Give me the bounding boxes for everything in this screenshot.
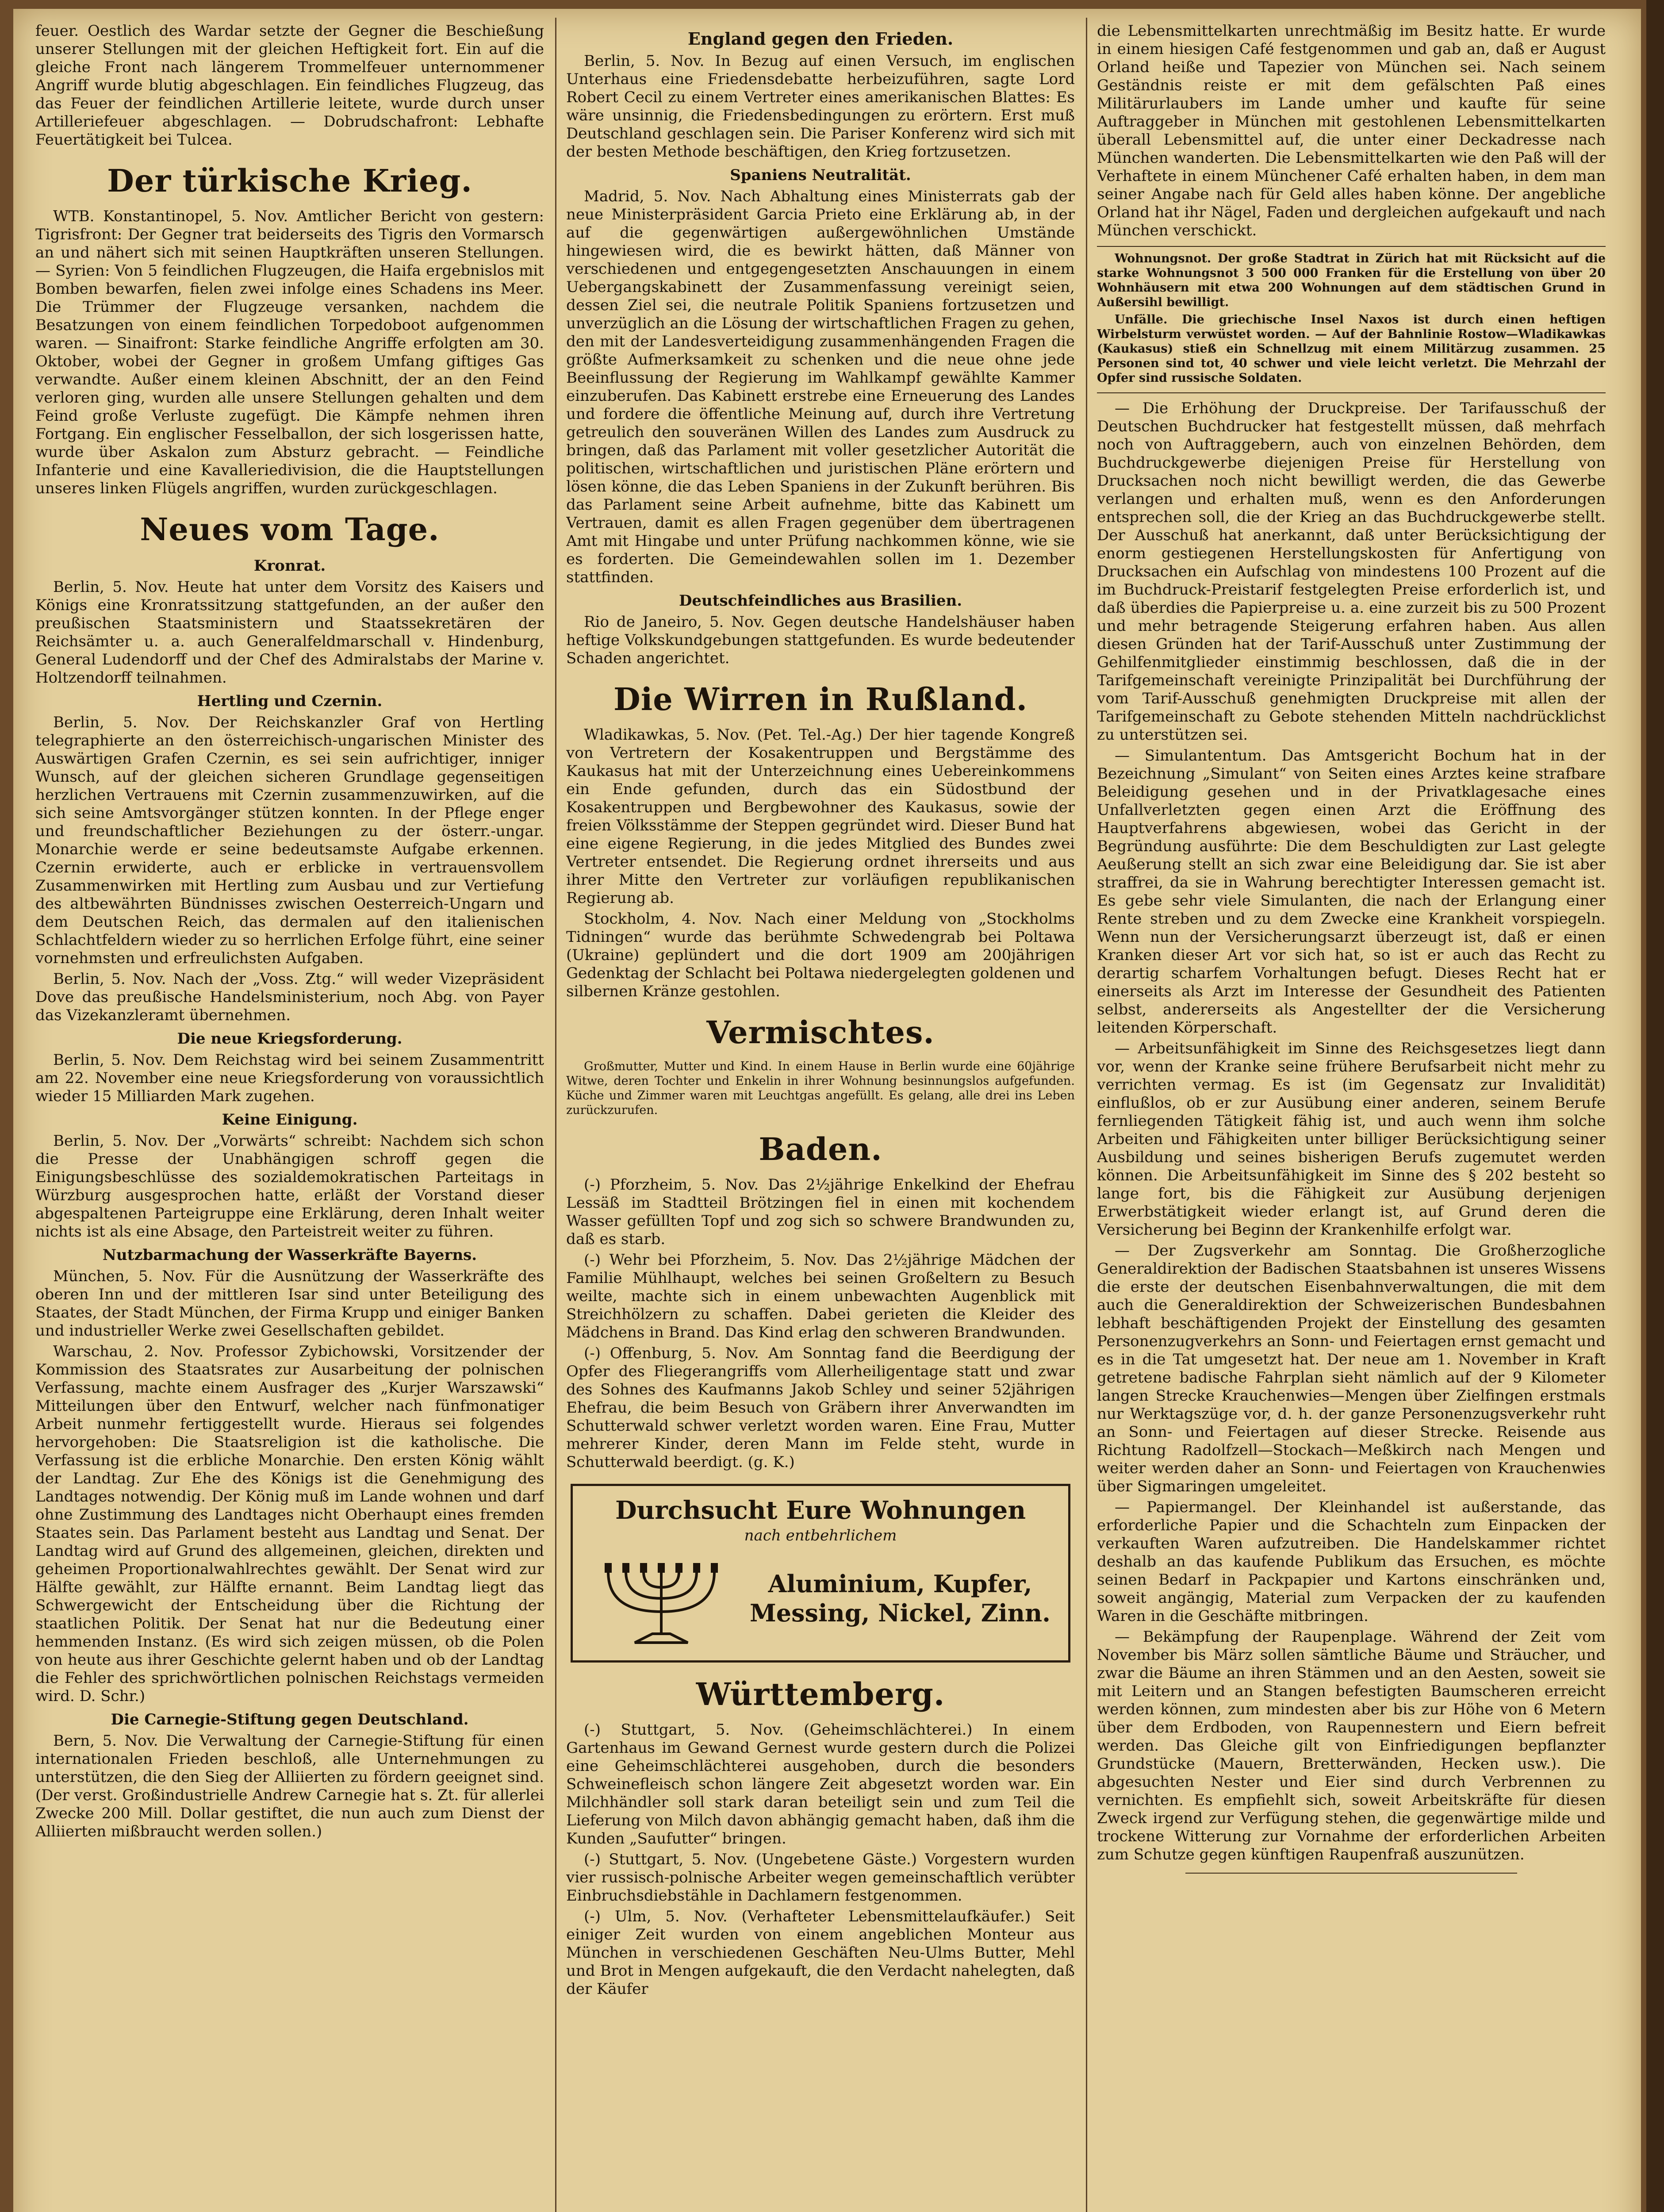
article-text: (-) Offenburg, 5. Nov. Am Sonntag fand die Beerdigung der Opfer des Fliegerangriffs vom Allerheiligentage statt und zwar des Sohnes des Kaufmanns Jakob Schley und seiner 52jährigen Ehefrau, die beim Besuch von Gräbern ihrer Anverwandten im Schutterwald schwer verletzt worden waren. Eine Frau, Mutter mehrerer Kinder, deren Mann im Felde steht, wurde in Schutterwald beerdigt. (g. K.) xyxy=(566,1344,1075,1471)
end-divider xyxy=(1185,1873,1517,1874)
article-text: München, 5. Nov. Für die Ausnützung der Wasserkräfte des oberen Inn und der mittleren Isar sind unter Beteiligung des Staates, der Stadt München, der Firma Krupp und einiger Banken und industrieller Werke zwei Gesellschaften gebildet. xyxy=(35,1267,544,1340)
news-box xyxy=(1097,246,1606,393)
article-heading: Keine Einigung. xyxy=(222,1111,358,1129)
section-heading: Württemberg. xyxy=(696,1676,945,1713)
column-rule xyxy=(1086,18,1087,2212)
article-text: (-) Pforzheim, 5. Nov. Das 2½jährige Enkelkind der Ehefrau Lessäß im Stadtteil Brötzingen fiel in einen mit kochendem Wasser gefüllten Topf und zog sich so schwere Brandwunden zu, daß es starb. xyxy=(566,1176,1075,1248)
candelabra-icon xyxy=(582,1545,741,1651)
article-heading: England gegen den Frieden. xyxy=(687,29,954,49)
article-text: (-) Stuttgart, 5. Nov. (Ungebetene Gäste.) Vorgestern wurden vier russisch-polnische Arbeiter wegen gemeinschaftlich verübter Einbruchsdiebstähle in Dachlamern festgenommen. xyxy=(566,1851,1075,1905)
article-text: Wohnungsnot. Der große Stadtrat in Zürich hat mit Rücksicht auf die starke Wohnungsnot 3 500 000 Franken für die Erstellung von über 20 Wohnhäusern mit etwa 200 Wohnungen auf dem städtischen Grund in Außersihl bewilligt. xyxy=(1097,252,1606,309)
newspaper-page xyxy=(13,9,1641,2212)
ad-metals-line: Messing, Nickel, Zinn. xyxy=(750,1599,1051,1627)
article-text: Bern, 5. Nov. Die Verwaltung der Carnegie-Stiftung für einen internationalen Frieden beschloß, alle Unternehmungen zu unterstützen, die den Sieg der Alliierten zu fördern geeignet sind. (Der verst. Großindustrielle Andrew Carnegie hat s. Zt. für allerlei Zwecke 200 Mill. Dollar gestiftet, die nun auch zum Dienst der Alliierten mißbraucht werden sollen.) xyxy=(35,1732,544,1840)
section-heading: Baden. xyxy=(759,1131,882,1167)
column-rule xyxy=(555,18,556,2212)
article-text: Berlin, 5. Nov. In Bezug auf einen Versuch, im englischen Unterhaus eine Friedensdebatte herbeizuführen, sagte Lord Robert Cecil zu einem Vertreter eines amerikanischen Blattes: Es wäre unsinnig, die Friedensbedingungen zu erörtern. Erst muß Deutschland geschlagen sein. Die Pariser Konferenz wird sich mit der besten Methode beschäftigen, den Krieg fortzusetzen. xyxy=(566,52,1075,161)
article-heading: Nutzbarmachung der Wasserkräfte Bayerns. xyxy=(102,1246,477,1264)
article-text: Unfälle. Die griechische Insel Naxos ist durch einen heftigen Wirbelsturm verwüstet worden. — Auf der Bahnlinie Rostow—Wladikawkas (Kaukasus) stieß ein Schnellzug mit einem Militärzug zusammen. 25 Personen sind tot, 40 schwer und viele leicht verletzt. Die Mehrzahl der Opfer sind russische Soldaten. xyxy=(1097,313,1606,385)
section-heading: Die Wirren in Rußland. xyxy=(613,681,1028,718)
article-heading: Die neue Kriegsforderung. xyxy=(177,1030,403,1048)
article-text: WTB. Konstantinopel, 5. Nov. Amtlicher Bericht von gestern: Tigrisfront: Der Gegner trat beiderseits des Tigris den Vormarsch an und nähert sich mit seinen Hauptkräften unseren Stellungen. — Syrien: Von 5 feindlichen Flugzeugen, die Haifa ergebnislos mit Bomben bewarfen, fielen zwei infolge eines Schadens ins Meer. Die Trümmer der Flugzeuge versanken, nachdem die Besatzungen von einem feindlichen Torpedoboot aufgenommen waren. — Sinaifront: Starke feindliche Angriffe erfolgten am 30. Oktober, wobei der Gegner in großem Umfang giftiges Gas verwandte. Außer einem kleinen Abschnitt, der an den Feind verloren ging, wurden alle unsere Stellungen gehalten und dem Feind große Verluste zugefügt. Die Kämpfe nehmen ihren Fortgang. Ein englischer Fesselballon, der sich losgerissen hatte, wurde über Askalon zum Absturz gebracht. — Feindliche Infanterie und eine Kavalleriedivision, die die Hauptstellungen unseres linken Flügels angriffen, wurden zurückgeschlagen. xyxy=(35,207,544,497)
column-1 xyxy=(35,22,544,2212)
ad-metals-line: Aluminium, Kupfer, xyxy=(768,1570,1032,1598)
section-heading: Der türkische Krieg. xyxy=(107,162,472,199)
article-text: Berlin, 5. Nov. Der „Vorwärts“ schreibt: Nachdem sich schon die Presse der Unabhängigen schroff gegen die Einigungsbeschlüsse des sozialdemokratischen Parteitags in Würzburg ausgesprochen hatte, erläßt der Vorstand dieser abgespaltenen Parteigruppe eine Erklärung, deren Inhalt weiter nichts ist als eine Absage, den Parteistreit weiter zu führen. xyxy=(35,1132,544,1240)
article-heading: Kronrat. xyxy=(253,557,326,575)
article-text: Berlin, 5. Nov. Heute hat unter dem Vorsitz des Kaisers und Königs eine Kronratssitzung stattgefunden, an der außer den preußischen Staatsministern und Staatssekretären der Reichsämter u. a. auch Generalfeldmarschall v. Hindenburg, General Ludendorff und der Chef des Admiralstabs der Marine v. Holtzendorff teilnahmen. xyxy=(35,578,544,687)
ad-headline: Durchsucht Eure Wohnungen xyxy=(615,1496,1026,1525)
article-text: — Die Erhöhung der Druckpreise. Der Tarifausschuß der Deutschen Buchdrucker hat festgestellt müssen, daß mehrfach noch von Auftraggebern, auch von einzelnen Behörden, dem Buchdruckgewerbe diejenigen Preise für Herstellung von Drucksachen noch nicht bewilligt werden, die das Gewerbe verlangen und erhalten muß, wenn es den Anforderungen entsprechen soll, die der Krieg an das Buchdruckgewerbe stellt. Der Ausschuß hat anerkannt, daß unter Berücksichtigung der enorm gestiegenen Herstellungskosten für Anfertigung von Drucksachen ein Aufschlag von mindestens 100 Prozent auf die im Buchdruck-Preistarif festgelegten Preise erforderlich ist, und daß überdies die Papierpreise u. a. eine zurzeit bis zu 500 Prozent und mehr betragende Steigerung erfahren haben. Aus allen diesen Gründen hat der Tarif-Ausschuß unter Zustimmung der Gehilfenmitglieder einstimmig beschlossen, daß die in der Tarifgemeinschaft vereinigte Prinzipalität bei Durchführung der vom Tarif-Ausschuß genehmigten Druckpreise mit allen der Tarifgemeinschaft zu Gebote stehenden Mitteln nachdrücklichst zu unterstützen sei. xyxy=(1097,399,1606,744)
article-text: Warschau, 2. Nov. Professor Zybichowski, Vorsitzender der Kommission des Staatsrates zur Ausarbeitung der polnischen Verfassung, machte einem Ausfrager des „Kurjer Warszawski“ Mitteilungen über den Entwurf, welcher nach fünfmonatiger Arbeit nunmehr fertiggestellt wurde. Hieraus sei folgendes hervorgehoben: Die Staatsreligion ist die katholische. Die Verfassung ist die erbliche Monarchie. Den ersten König wählt der Landtag. Zur Ehe des Königs ist die Genehmigung des Landtages notwendig. Der König muß im Lande wohnen und darf ohne Zustimmung des Landtages nicht Oberhaupt eines fremden Staates sein. Das Parlament besteht aus Landtag und Senat. Der Landtag wird auf Grund des allgemeinen, gleichen, direkten und geheimen Proportionalwahlrechtes gewählt. Der Senat wird zur Hälfte gewählt, zur Hälfte ernannt. Beim Landtag liegt das Schwergewicht der Entscheidung über die Richtung der staatlichen Politik. Der Senat hat nur die Bedeutung einer hemmenden Instanz. (Es wird sich zeigen müssen, ob die Polen von heute aus ihrer Geschichte gelernt haben und ob der Landtag die Fehler des sprichwörtlichen polnischen Reichstags vermeiden wird. D. Schr.) xyxy=(35,1343,544,1705)
section-heading: Vermischtes. xyxy=(706,1014,935,1051)
metal-collection-ad xyxy=(571,1484,1070,1663)
column-2 xyxy=(566,22,1075,2212)
article-text: Berlin, 5. Nov. Der Reichskanzler Graf von Hertling telegraphierte an den österreichisch-ungarischen Minister des Auswärtigen Grafen Czernin, es sei sein aufrichtiger, inniger Wunsch, auf der gleichen sicheren Grundlage gegenseitigen herzlichen Vertrauens mit Czernin zusammenzuwirken, auf die sich seine Amtsvorgänger stützen konnten. In der Pflege enger und freundschaftlicher Beziehungen zu der österr.-ungar. Monarchie werde er seine bedeutsamste Aufgabe erkennen. Czernin erwiderte, auch er erblicke in vertrauensvollem Zusammenwirken mit Hertling zum Ausbau und zur Vertiefung des altbewährten Bündnisses zwischen Oesterreich-Ungarn und dem Deutschen Reich, das dermalen auf den italienischen Schlachtfeldern wieder zu so herrlichen Erfolge führt, eine seiner vornehmsten und erfreulichsten Aufgaben. xyxy=(35,714,544,967)
article-text: Rio de Janeiro, 5. Nov. Gegen deutsche Handelshäuser haben heftige Volkskundgebungen stattgefunden. Es wurde bedeutender Schaden angerichtet. xyxy=(566,613,1075,667)
section-heading: Neues vom Tage. xyxy=(140,511,440,548)
article-heading: Hertling und Czernin. xyxy=(197,692,383,710)
article-text: (-) Ulm, 5. Nov. (Verhafteter Lebensmittelaufkäufer.) Seit einiger Zeit wurden von einem angeblichen Monteur aus München in verschiedenen Geschäften Neu-Ulms Butter, Mehl und Brot in Mengen aufgekauft, die den Verdacht nahelegten, daß der Käufer xyxy=(566,1908,1075,1998)
binding-edge xyxy=(1646,0,1664,2212)
article-text: Madrid, 5. Nov. Nach Abhaltung eines Ministerrats gab der neue Ministerpräsident Garcia Prieto eine Erklärung ab, in der auf die gegenwärtigen außergewöhnlichen Umstände hingewiesen wird, die es bewirkt hätten, daß Männer von verschiedenen und entgegengesetzten Anschauungen in einem Uebergangskabinett der Zusammenfassung vereinigt seien, dessen Ziel sei, die neutrale Politik Spaniens fortzusetzen und unverzüglich an die Lösung der wirtschaftlichen Fragen zu gehen, den mit der Landesverteidigung zusammenhängenden Fragen die größte Aufmerksamkeit zu schenken und die neue ohne jede Beeinflussung der Regierung im Wahlkampf gewählte Kammer einzuberufen. Das Kabinett erstrebe eine Erneuerung des Landes und fordere die öffentliche Meinung auf, durch ihre Vertretung getreulich den souveränen Willen des Landes zum Ausdruck zu bringen, daß das Parlament mit voller gesetzlicher Autorität die politischen, wirtschaftlichen und juristischen Pläne erörtern und lösen könne, die das Leben Spaniens in der Zukunft berühren. Bis das Parlament seine Arbeit aufnehme, bitte das Kabinett um Vertrauen, damit es allen Fragen gegenüber dem übertragenen Amt mit Hingabe und unter Prüfung nachkommen könne, wie sie es forderten. Die Gemeindewahlen sollen im 1. Dezember stattfinden. xyxy=(566,188,1075,586)
article-text: — Arbeitsunfähigkeit im Sinne des Reichsgesetzes liegt dann vor, wenn der Kranke seine frühere Berufsarbeit nicht mehr zu verrichten vermag. Es ist (im Gegensatz zur Invalidität) einflußlos, ob er zur Ausübung einer anderen, seinem Berufe fernliegenden Tätigkeit fähig ist, und auch wenn ihm solche Arbeiten und Fähigkeiten unter billiger Berücksichtigung seiner Ausbildung und seines bisherigen Berufs zugemutet werden können. Die Arbeitsunfähigkeit im Sinne des § 202 besteht so lange fort, bis die Fähigkeit zur Ausübung derjenigen Erwerbstätigkeit wieder erlangt ist, auf Grund deren die Versicherung bei Beginn der Krankenhilfe erfolgt war. xyxy=(1097,1040,1606,1239)
article-text: — Simulantentum. Das Amtsgericht Bochum hat in der Bezeichnung „Simulant“ von Seiten eines Arztes keine strafbare Beleidigung gesehen und in der Privatklagesache eines Unfallverletzten gegen einen Arzt die Eröffnung des Hauptverfahrens abgewiesen, wobei das Gericht in der Begründung ausführte: Die dem Beschuldigten zur Last gelegte Aeußerung stellt an sich zwar eine Beleidigung dar. Sie ist aber straffrei, da sie in Wahrung berechtigter Interessen gemacht ist. Es gebe sehr viele Simulanten, die nach der Erlangung einer Rente streben und zu dem Zwecke eine Krankheit vorspiegeln. Wenn nun der Versicherungsarzt überzeugt ist, daß er einen Kranken dieser Art vor sich hat, so ist er auch das Recht zu derartig scharfem Vorhaltungen befugt. Dieses Recht hat er einerseits als Arzt im Interesse der Gesundheit des Patienten selbst, andererseits als Angestellter der die Versicherung leitenden Körperschaft. xyxy=(1097,747,1606,1037)
article-text: — Bekämpfung der Raupenplage. Während der Zeit vom November bis März sollen sämtliche Bäume und Sträucher, und zwar die Bäume an ihren Stämmen und an den Aesten, soweit sie mit Leitern und an Stangen befestigten Baumscheren erreicht werden können, zum mindesten aber bis zur Höhe von 6 Metern über dem Erdboden, von Raupennestern und Eiern befreit werden. Das Gleiche gilt von Einfriedigungen bepflanzter Grundstücke (Mauern, Bretterwänden, Hecken usw.). Die abgesuchten Nester und Eier sind durch Verbrennen zu vernichten. Es empfiehlt sich, soweit Arbeitskräfte für diesen Zweck irgend zur Verfügung stehen, die gegenwärtige milde und trockene Witterung zur Vornahme der erforderlichen Arbeiten zum Schutze gegen künftigen Raupenfraß auszunützen. xyxy=(1097,1628,1606,1863)
article-text: Berlin, 5. Nov. Nach der „Voss. Ztg.“ will weder Vizepräsident Dove das preußische Handelsministerium, noch Abg. von Payer das Vizekanzleramt übernehmen. xyxy=(35,970,544,1024)
article-heading: Spaniens Neutralität. xyxy=(730,166,911,184)
article-text: Wladikawkas, 5. Nov. (Pet. Tel.-Ag.) Der hier tagende Kongreß von Vertretern der Kosakentruppen und Bergstämme des Kaukasus hat mit der Unterzeichnung eines Uebereinkommens ein Ende gefunden, durch das ein Südostbund der Kosakentruppen und Bergbewohner des Kaukasus, sowie der freien Völksstämme der Steppen gegründet wird. Dieser Bund hat eine eigene Regierung, in die jedes Mitglied des Bundes zwei Vertreter entsendet. Die Regierung ordnet ihrerseits und aus ihrer Mitte den Vertreter zur vorläufigen republikanischen Regierung ab. xyxy=(566,726,1075,907)
article-text: (-) Stuttgart, 5. Nov. (Geheimschlächterei.) In einem Gartenhaus im Gewand Gernest wurde gestern durch die Polizei eine Geheimschlächterei ausgehoben, durch die besonders Schweinefleisch schon längere Zeit abgesetzt worden war. Ein Milchhändler soll stark daran beteiligt sein und zum Teil die Lieferung von Milch davon abhängig gemacht haben, daß ihm die Kunden „Saufutter“ bringen. xyxy=(566,1721,1075,1847)
article-text: die Lebensmittelkarten unrechtmäßig im Besitz hatte. Er wurde in einem hiesigen Café festgenommen und gab an, daß er August Orland heiße und Tapezier von München sei. Nach seinem Geständnis reiste er mit dem gefälschten Paß eines Militärurlaubers im Lande umher und kaufte für seine Auftraggeber in München mit gestohlenen Lebensmittelkarten überall Lebensmittel auf, die unter einer Deckadresse nach München wanderten. Die Lebensmittelkarten wie den Paß will der Verhaftete in einem Münchener Café erhalten haben, in dem man seiner Angabe nach für Geld alles haben könne. Der angebliche Orland hat ihr Nägel, Faden und dergleichen aufgekauft und nach München verschickt. xyxy=(1097,22,1606,239)
article-text: — Papiermangel. Der Kleinhandel ist außerstande, das erforderliche Papier und die Schachteln zum Einpacken der verkauften Waren aufzutreiben. Die Handelskammer richtet deshalb an das kaufende Publikum das Ersuchen, es möchte seinen Bedarf in Packpapier und Kartons einschränken und, soweit angängig, Material zum Verpacken der zu kaufenden Waren in die Geschäfte mitbringen. xyxy=(1097,1498,1606,1625)
ad-subline: nach entbehrlichem xyxy=(744,1527,897,1544)
article-heading: Deutschfeindliches aus Brasilien. xyxy=(679,592,962,610)
column-3 xyxy=(1097,22,1606,2212)
article-text: Stockholm, 4. Nov. Nach einer Meldung von „Stockholms Tidningen“ wurde das berühmte Schwedengrab bei Poltawa (Ukraine) geplündert und die dort 1909 am 200jährigen Gedenktag der Schlacht bei Poltawa niedergelegten goldenen und silbernen Kränze gestohlen. xyxy=(566,910,1075,1000)
article-heading: Die Carnegie-Stiftung gegen Deutschland. xyxy=(111,1711,469,1728)
article-text: Großmutter, Mutter und Kind. In einem Hause in Berlin wurde eine 60jährige Witwe, deren Tochter und Enkelin in ihrer Wohnung besinnungslos aufgefunden. Küche und Zimmer waren mit Leuchtgas angefüllt. Es gelang, alle drei ins Leben zurückzurufen. xyxy=(566,1060,1075,1117)
article-text: Berlin, 5. Nov. Dem Reichstag wird bei seinem Zusammentritt am 22. November eine neue Kriegsforderung von voraussichtlich wieder 15 Milliarden Mark zugehen. xyxy=(35,1051,544,1105)
article-text: feuer. Oestlich des Wardar setzte der Gegner die Beschießung unserer Stellungen mit der gleichen Heftigkeit fort. Ein auf die gleiche Front nach längerem Trommelfeuer unternommener Angriff wurde blutig abgeschlagen. Ein feindliches Flugzeug, das das Feuer der feindlichen Artillerie leitete, wurde durch unser Artilleriefeuer abgeschlagen. — Dobrudschafront: Lebhafte Feuertätigkeit bei Tulcea. xyxy=(35,22,544,149)
article-text: — Der Zugsverkehr am Sonntag. Die Großherzogliche Generaldirektion der Badischen Staatsbahnen ist unseres Wissens die erste der deutschen Eisenbahnverwaltungen, die mit dem auch die Generaldirektion der Schweizerischen Bundesbahnen lebhaft beschäftigenden Projekt der Einstellung des gesamten Personenzugverkehrs an Sonn- und Feiertagen ernst gemacht und es in die Tat umgesetzt hat. Der neue am 1. November in Kraft getretene badische Fahrplan sieht nämlich auf der 9 Kilometer langen Strecke Krauchenwies—Mengen über Zielfingen erstmals nur Werktagszüge vor, d. h. der ganze Personenzugsverkehr ruht an Sonn- und Feiertagen auf dieser Strecke. Reisende aus Richtung Radolfzell—Stockach—Meßkirch nach Mengen und weiter werden daher an Sonn- und Feiertagen von Krauchenwies über Sigmaringen umgeleitet. xyxy=(1097,1242,1606,1495)
article-text: (-) Wehr bei Pforzheim, 5. Nov. Das 2½jährige Mädchen der Familie Mühlhaupt, welches bei seinen Großeltern zu Besuch weilte, machte sich in einem unbewachten Augenblick mit Streichhölzern zu schaffen. Dabei gerieten die Kleider des Mädchens in Brand. Das Kind erlag den schweren Brandwunden. xyxy=(566,1251,1075,1341)
